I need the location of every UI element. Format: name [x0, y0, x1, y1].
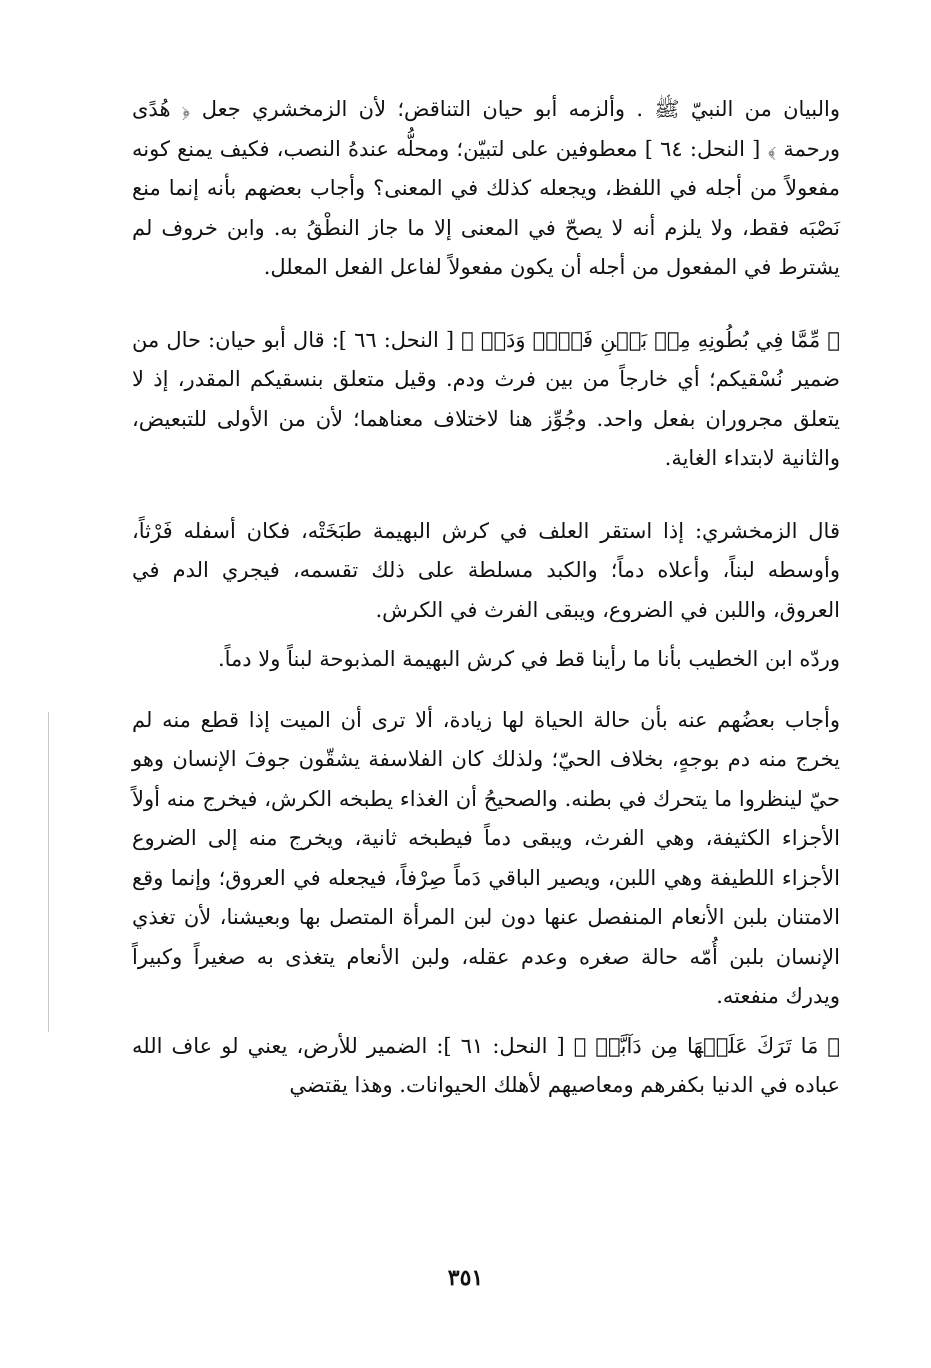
paragraph-4: وردّه ابن الخطيب بأنا ما رأينا قط في كرش البهيمة المذبوحة لبناً ولا دماً. [217, 647, 840, 671]
body-text [132, 90, 840, 1106]
paragraph-6: ﴿ مَا تَرَكَ عَلَيۡهَا مِن دَآبَّةٖ ﴾ [ النحل: ٦١ ]: الضمير للأرض، يعني لو عاف الله عباده في الدنيا بكفرهم ومعاصيهم لأهلك الحيوانات. وهذا يقتضي [132, 1033, 840, 1097]
paragraph-5: وأجاب بعضُهم عنه بأن حالة الحياة لها زيادة، ألا ترى أن الميت إذا قطع منه لم يخرج منه دم بوجهٍ، بخلاف الحيّ؛ ولذلك كان الفلاسفة يشقّون جوفَ الإنسان وهو حيّ لينظروا ما يتحرك في بطنه. والصحيحُ أن الغذاء يطبخه الكرش، فيخرج منه أولاً الأجزاء الكثيفة، وهي الفرث، ويبقى دماً فيطبخه ثانية، ويخرج منه إلى الضروع الأجزاء اللطيفة وهي اللبن، ويصير الباقي دَماً صِرْفاً، فيجعله في العروق؛ وإنما وقع الامتنان بلبن الأنعام المنفصل عنها دون لبن المرأة المتصل بها وبعيشنا، لأن تغذي الإنسان بلبن أُمّه حالة صغره وعدم عقله، ولبن الأنعام يتغذى به صغيراً وكبيراً ويدرك منفعته. [132, 707, 840, 1008]
paragraph-2: ﴿ مِّمَّا فِي بُطُونِهِ مِنۢ بَيۡنِ فَرۡثٖ وَدَمٖ ﴾ [ النحل: ٦٦ ]: قال أبو حيان: حال من ضمير نُسْقيكم؛ أي خارجاً من بين فرث ودم. وقيل متعلق بنسقيكم المقدر، إذ لا يتعلق مجروران بفعل واحد. وجُوِّز هنا لاختلاف معناهما؛ لأن من الأولى للتبعيض، والثانية لابتداء الغاية. [132, 327, 840, 470]
paragraph-3: قال الزمخشري: إذا استقر العلف في كرش البهيمة طبَخَتْه، فكان أسفله فَرْثاً، وأوسطه لبناً، وأعلاه دماً؛ والكبد مسلطة على ذلك تقسمه، فيجري الدم في العروق، واللبن في الضروع، ويبقى الفرث في الكرش. [132, 518, 840, 622]
margin-line [48, 712, 49, 1032]
page-number: ٣٥١ [447, 1265, 484, 1291]
paragraph-1: والبيان من النبيّ ﷺ . وألزمه أبو حيان التناقض؛ لأن الزمخشري جعل ﴿ هُدًى ورحمة ﴾ [ النحل: ٦٤ ] معطوفين على لتبيّن؛ ومحلُّه عندهُ النصب، فكيف يمنع كونه مفعولاً من أجله في اللفظ، ويجعله كذلك في المعنى؟ وأجاب بعضهم بأنه إنما منع نَصْبَه فقط، ولا يلزم أنه لا يصحّ في المعنى إلا ما جاز النطْقُ به. وابن خروف لم يشترط في المفعول من أجله أن يكون مفعولاً لفاعل الفعل المعلل. [132, 97, 840, 279]
